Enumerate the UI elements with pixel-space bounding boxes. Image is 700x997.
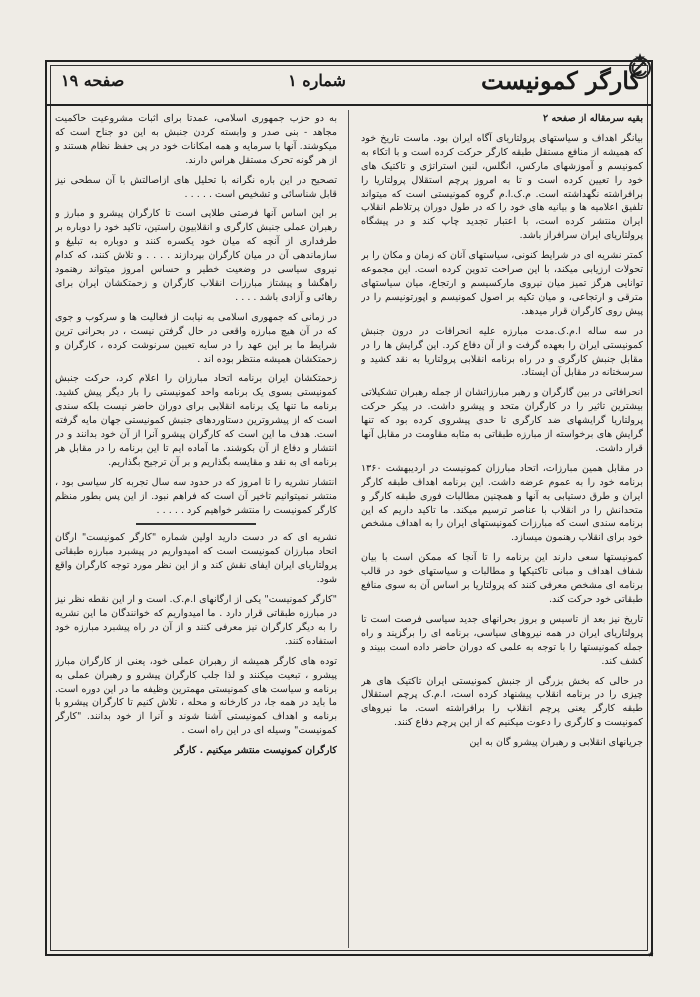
column-divider <box>348 110 349 948</box>
issue-number: شماره ۱ <box>288 71 346 90</box>
continuation-note: بقیه سرمقاله از صفحه ۲ <box>542 113 643 124</box>
closing-line: کارگران کمونیست منتشر میکنیم . کارگر <box>174 745 337 757</box>
paragraph: در زمانی که جمهوری اسلامی به نیابت از فعالیت ها و سرکوب و جوی که در آن هیچ مبارزه واقعی در حال گرفتن نیست ، در بحرانی ترین شرایط ما بر این عهد را در سایه تعیین سرنوشت کرده ، کارگران و زحمتکشان همیشه منتظر بوده اند . <box>55 311 337 365</box>
paragraph: بر این اساس آنها فرصتی طلایی است تا کارگران پیشرو و مبارز و رهبران عملی جنبش کارگری و انقلابیون راستین، تاکید خود را دوباره بر طرفداری از آنچه که میان خود یکسره کنند و دوباره به تبلیغ و سازماندهی آن در میان کارگران بپردازند . . . . و تلاش کنند، که کدام نیروی سیاسی در وضعیت خطیر و حساس امروز میتواند رهنمود راهگشا و پیشتاز مبارزات انقلاب کارگران و زحمتکشان ایران برای رهائی و آزادی باشد . . . . <box>55 208 337 303</box>
page-number: صفحه ۱۹ <box>61 71 125 90</box>
paragraph: "کارگر کمونیست" یکی از ارگانهای ا.م.ک. است و ار این نقطه نظر نیز در مبارزه طبقاتی قرار دارد . ما امیدواریم که خوانندگان ما این نشریه را به دیگر کارگران نیز معرفی کنند و از آن در راه پیشبرد مبارزه خود استفاده کنند. <box>55 594 337 647</box>
paragraph: کمونیستها سعی دارند این برنامه را تا آنجا که ممکن است با بیان شفاف اهداف و مبانی تاکتیکها و مطالبات و سیاستهای خود در قالب برنامه ای مشخص معرفی کنند که پرولتاریا بر اساس آن به سوی منافع طبقاتی خود حرکت کند. <box>361 552 643 605</box>
paragraph: تاریخ نیز بعد از تاسیس و بروز بحرانهای جدید سیاسی فرصت است تا پرولتاریای ایران در همه نیروهای سیاسی، برنامه ای را برگزیند و راه جمله کمونیستها را با توجه به علمی که دوران حاضر داده است ببیند و کشف کند. <box>361 613 643 667</box>
paragraph: در حالی که بخش بزرگی از جنبش کمونیستی ایران تاکتیک های هر چیزی را در برنامه انقلاب پیشنهاد کرده است، ا.م.ک پرچم استقلال طبقه کارگر یعنی پرچم انقلاب را برافراشته است. ما نیروهای کمونیست و کارگری را دعوت میکنیم که از این پرچم دفاع کنند. <box>361 675 643 729</box>
paragraph: زحمتکشان ایران برنامه اتحاد مبارزان را اعلام کرد، حرکت جنبش کمونیستی بسوی یک برنامه واحد کمونیستی را بار دیگر پیش کشید. برنامه ما تنها یک برنامه انقلابی برای دوران حاضر نیست بلکه سندی است که از پیشروترین دستاوردهای جنبش کمونیستی جهان مایه گرفته است. هدف ما این است که کارگران پیشرو آنرا از آن خود بدانند و در انتشار و دفاع از آن بکوشند. ما آماده ایم تا این برنامه را در مقابل هر برنامه ای به نقد و مقایسه بگذاریم و بر آن ترجیح بگذاریم. <box>55 373 337 468</box>
paragraph: بیانگر اهداف و سیاستهای پرولتاریای آگاه ایران بود. ماست تاریخ خود که همیشه از منافع مستقل طبقه کارگر حرکت کرده است و با اتکاء به کمونیسم و آموزشهای مارکس، انگلس، لنین استراتژی و تاکتیک های خود را تعیین کرده است و تا به امروز پرچم استقلال پرولتاریا را برافراشته نگهداشته است. م.ک.ا.م گروه کمونیستی است که میتواند تلفیق اعلامیه ها و بیانیه های خود را که در طول دوران پرتلاطم انقلاب ایران منتشر کرده است، با اعتبار تجدید چاپ کند و در پیشگاه پرولتاریای ایران سرافراز باشد. <box>361 132 643 242</box>
page-header <box>47 62 651 106</box>
paragraph: تصحیح در این باره نگرانه با تحلیل های ازاصالتش با آن سطحی نیز قابل شناسائی و تشخیص است . . . . . <box>55 174 337 200</box>
paragraph: توده های کارگر همیشه از رهبران عملی خود، یعنی از کارگران مبارز پیشرو ، تبعیت میکنند و لذا جلب کارگران پیشرو و رهبران عملی به برنامه و سیاست های کمونیستی مهمترین وظیفه ما در این دوره است. ما باید در همه جا، در کارخانه و محله ، تلاش کنیم تا کارگران پیشرو با برنامه و اهداف کمونیستی آشنا شوند و آنرا از خود بدانند. "کارگر کمونیست" وسیله ای در این راه است . <box>55 655 337 737</box>
paragraph: نشریه ای که در دست دارید اولین شماره "کارگر کمونیست" ارگان اتحاد مبارزان کمونیست است که امیدواریم در پیشبرد مبارزه طبقاتی پرولتاریای ایران ایفای نقش کند و از این نظر مورد توجه کارگران واقع شود. <box>55 532 337 586</box>
left-column <box>55 112 337 948</box>
paragraph: به دو حزب جمهوری اسلامی، عمدتا برای اثبات مشروعیت حاکمیت مجاهد - بنی صدر و وابسته کردن جنبش به این دو جناح است که میکوشند. آنها با سرمایه و همه امکانات خود در پی حفظ نظام هستند و از هر گونه تحرک مستقل هراس دارند. <box>55 113 337 166</box>
section-divider <box>136 523 256 525</box>
paragraph: انتشار نشریه را تا امروز که در حدود سه سال تجربه کار سیاسی بود ، منتشر نمیتوانیم تاخیر آن است که فراهم نبود. از این پس بطور منظم کارگر کمونیست را منتشر خواهیم کرد . . . . . <box>55 476 337 516</box>
right-column <box>361 112 643 948</box>
paragraph: در سه ساله ا.م.ک.مدت مبارزه علیه انحرافات در درون جنبش کمونیستی ایران را بعهده گرفت و از آن دفاع کرد. این گرایش ها را در مقابل جنبش کارگری و در راه برنامه انقلابی پرولتاریا به نقد کشید و سرسختانه در مقابل آن ایستاد. <box>361 325 643 379</box>
paragraph: انحرافاتی در بین گارگران و رهبر مبارزاتشان از جمله رهبران تشکیلاتی بیشترین تاثیر را در کارگران متحد و پیشرو داشت. در پیکر حرکت پرولتاریا گرایشهای ضد کارگری تا حدی پیشروی کرده بود که تنها گرایش های برخواسته از مبارزه طبقاتی به مثابه مقاومت در مقابل آنها قرار داشت. <box>361 387 643 454</box>
footer-star-mark: ٭ <box>647 947 654 961</box>
paragraph: جریانهای انقلابی و رهبران پیشرو گان به این <box>469 737 643 749</box>
paragraph: کمتر نشریه ای در شرایط کنونی، سیاستهای آنان که زمان و مکان را بر تحولات ارزیابی میکند، با این صراحت تدوین کرده است. این مجموعه توانایی هرگز تمیز میان نیروی مارکسیسم و ارتجاع، میان سیاستهای مترقی و ارتجاعی، و میان تکیه بر اصول کمونیسم و اپورتونیسم را در پیش روی کارگران قرار میدهد. <box>361 250 643 317</box>
newspaper-masthead: کارگر کمونیست <box>481 66 641 95</box>
paragraph: در مقابل همین مبارزات، اتحاد مبارزان کمونیست در اردیبهشت ۱۳۶۰ برنامه خود را به عموم عرضه داشت. این برنامه اهداف طبقه کارگر ایران و طرق دستیابی به آنها و همچنین مطالبات فوری طبقه کارگر و متحدانش را در انقلاب با عناصر ترسیم میکند. ما تاکید داریم که این برنامه سندی است که مبارزات کمونیستهای ایران را به اهداف مشخص خود برای انقلاب رهنمون میسازد. <box>361 462 643 544</box>
page-frame <box>45 60 653 956</box>
